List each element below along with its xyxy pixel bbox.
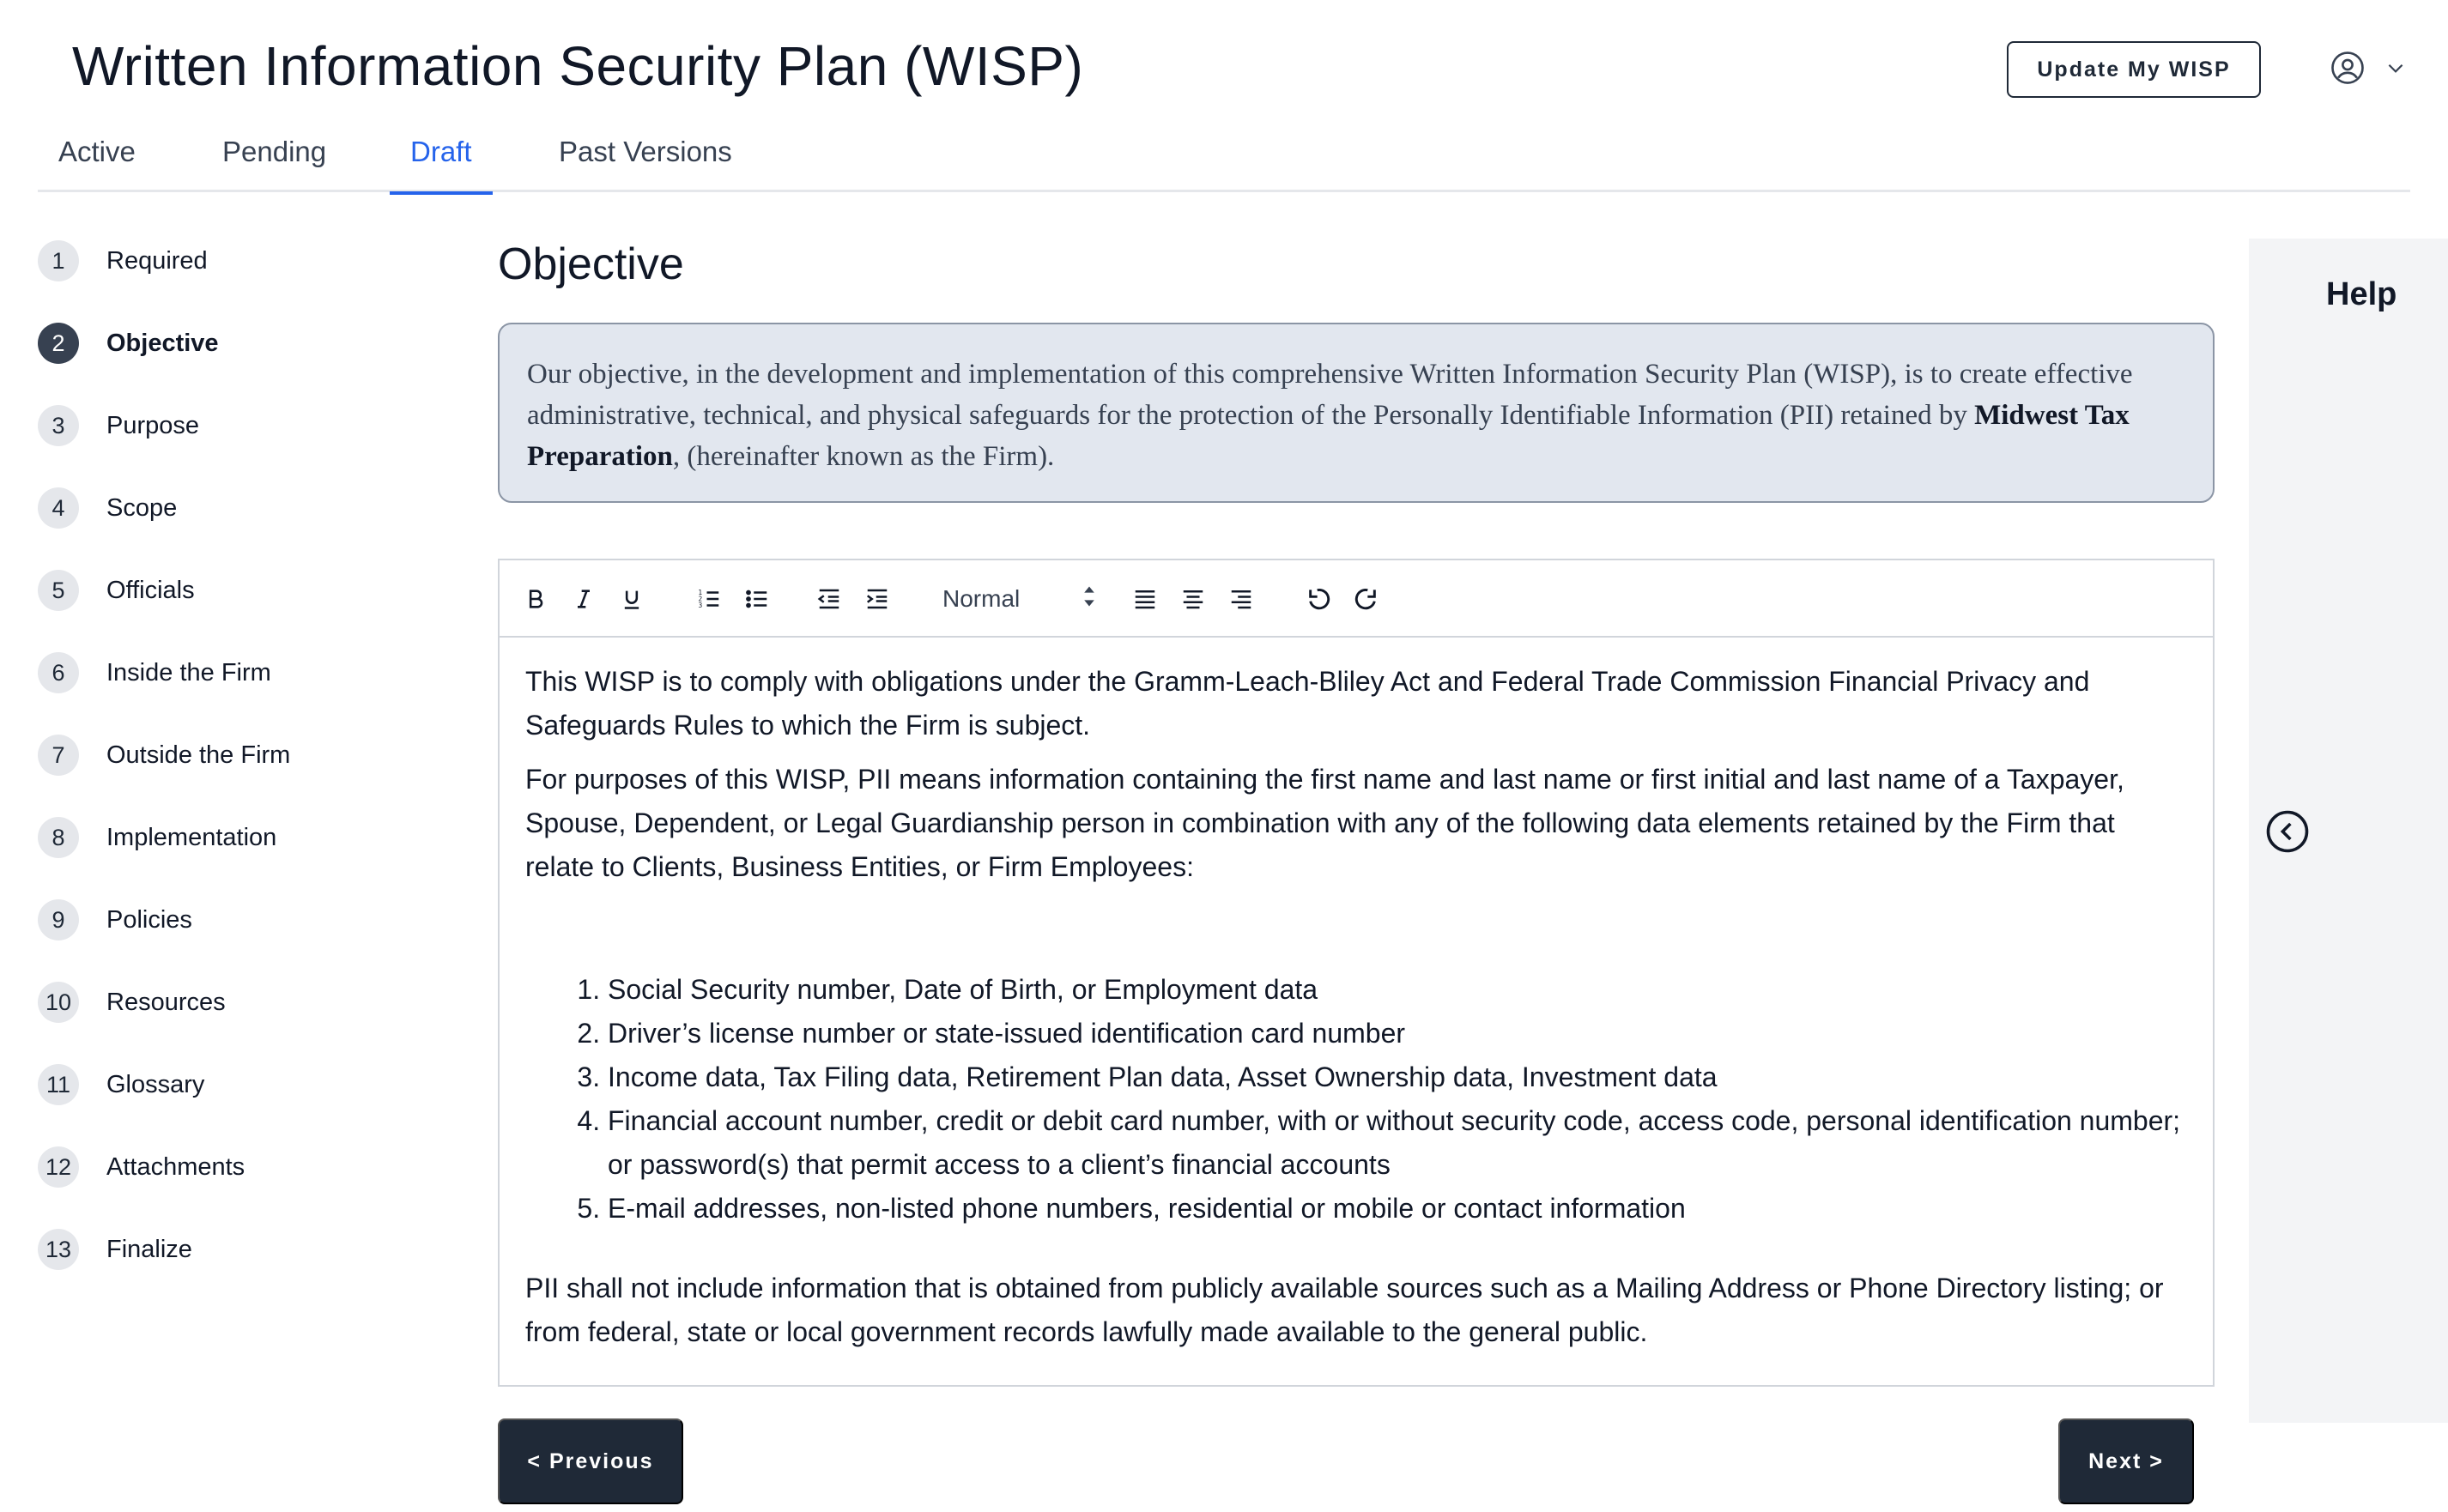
bold-icon[interactable]	[518, 582, 553, 616]
step-number: 1	[38, 240, 79, 281]
tab-past-versions[interactable]: Past Versions	[559, 136, 732, 167]
step-implementation[interactable]	[38, 817, 276, 858]
step-resources[interactable]	[38, 982, 226, 1023]
editor-toolbar	[500, 560, 2213, 638]
text-format-select[interactable]	[942, 579, 1097, 619]
ordered-list-icon[interactable]	[692, 582, 726, 616]
select-arrows-icon	[1082, 585, 1097, 614]
editor-paragraph: This WISP is to comply with obligations under the Gramm-Leach-Bliley Act and Federal Trade Commission Financial Privacy and Safeguards Rules to which the Firm is subject.	[525, 666, 2090, 741]
tab-draft[interactable]: Draft	[410, 129, 472, 192]
step-label: Outside the Firm	[106, 741, 291, 769]
step-number: 7	[38, 735, 79, 776]
previous-button[interactable]: < Previous	[498, 1418, 683, 1504]
step-glossary[interactable]	[38, 1064, 204, 1105]
update-wisp-button[interactable]: Update My WISP	[2007, 41, 2261, 98]
step-label: Glossary	[106, 1070, 205, 1098]
editor-paragraph: PII shall not include information that is obtained from publicly available sources such as a Mailing Address or Phone Directory listing; or from federal, state or local government records lawfully made available to the general public.	[525, 1273, 2164, 1347]
step-officials[interactable]	[38, 570, 195, 611]
editor-paragraph: For purposes of this WISP, PII means information containing the first name and last name or first initial and last name of a Taxpayer, Spouse, Dependent, or Legal Guardianship person in combination with any of the following data elements retained by the Firm that relate to Clients, Business Entities, or Firm Employees:	[525, 764, 2124, 882]
step-number: 8	[38, 817, 79, 858]
step-number: 5	[38, 570, 79, 611]
step-required[interactable]	[38, 240, 208, 281]
editor-content[interactable]	[500, 638, 2213, 1354]
list-item: 1. Social Security number, Date of Birth, or Employment data	[608, 968, 2187, 1012]
tab-pending[interactable]: Pending	[222, 136, 327, 167]
list-item: 3. Income data, Tax Filing data, Retirement Plan data, Asset Ownership data, Investment data	[608, 1055, 2187, 1099]
page-header	[0, 0, 2448, 192]
rich-text-editor	[498, 559, 2215, 1387]
chevron-down-icon[interactable]	[2384, 57, 2407, 79]
step-purpose[interactable]	[38, 405, 199, 446]
step-number: 4	[38, 487, 79, 529]
svg-text:3: 3	[698, 602, 703, 609]
redo-icon[interactable]	[1349, 582, 1384, 616]
step-attachments[interactable]	[38, 1146, 245, 1188]
step-label: Purpose	[106, 411, 200, 439]
step-number: 11	[38, 1064, 79, 1105]
step-number: 13	[38, 1229, 79, 1270]
user-menu[interactable]	[2330, 50, 2407, 86]
align-right-icon[interactable]	[1224, 582, 1258, 616]
italic-icon[interactable]	[567, 582, 601, 616]
step-label: Scope	[106, 493, 178, 522]
undo-icon[interactable]	[1301, 582, 1336, 616]
step-scope[interactable]	[38, 487, 177, 529]
list-item: 2. Driver’s license number or state-issued identification card number	[608, 1012, 2187, 1055]
section-title: Objective	[498, 239, 684, 289]
step-inside-the-firm[interactable]	[38, 652, 271, 693]
objective-statement	[498, 323, 2215, 503]
page-title: Written Information Security Plan (WISP)	[72, 35, 1084, 97]
firm-name: Midwest Tax Preparation	[527, 400, 2130, 472]
chevron-left-circle-icon[interactable]	[2264, 808, 2311, 855]
step-outside-the-firm[interactable]	[38, 735, 290, 776]
align-left-icon[interactable]	[1128, 582, 1162, 616]
underline-icon[interactable]	[615, 582, 649, 616]
help-panel	[2249, 239, 2448, 1423]
user-avatar-icon[interactable]	[2330, 50, 2366, 86]
indent-icon[interactable]	[860, 582, 894, 616]
pii-list	[525, 968, 2187, 1231]
step-label: Objective	[106, 329, 219, 357]
step-number: 3	[38, 405, 79, 446]
help-title: Help	[2326, 276, 2397, 312]
objective-text: Our objective, in the development and implementation of this comprehensive Written Information Security Plan (WISP), is to create effective administrative, technical, and physical safeguards for the protection of the Personally Identifiable Information (PII) retained by	[527, 359, 2133, 431]
step-label: Required	[106, 246, 208, 275]
step-number: 6	[38, 652, 79, 693]
step-label: Attachments	[106, 1152, 245, 1181]
align-center-icon[interactable]	[1176, 582, 1210, 616]
step-objective[interactable]	[38, 323, 219, 364]
step-finalize[interactable]	[38, 1229, 192, 1270]
step-number: 12	[38, 1146, 79, 1188]
step-label: Implementation	[106, 823, 277, 851]
step-number: 2	[38, 323, 79, 364]
step-policies[interactable]	[38, 899, 192, 940]
step-number: 10	[38, 982, 79, 1023]
objective-text-end: , (hereinafter known as the Firm).	[672, 441, 1055, 472]
list-item: 4. Financial account number, credit or debit card number, with or without security code, access code, personal identification number; or password(s) that permit access to a client’s financial accounts	[608, 1099, 2187, 1187]
outdent-icon[interactable]	[812, 582, 846, 616]
step-number: 9	[38, 899, 79, 940]
tab-active[interactable]: Active	[58, 136, 136, 167]
step-label: Inside the Firm	[106, 658, 271, 686]
step-label: Policies	[106, 905, 192, 934]
svg-text:2: 2	[698, 595, 703, 603]
svg-text:1: 1	[698, 589, 703, 596]
tab-bar	[38, 129, 2410, 192]
next-button[interactable]: Next >	[2058, 1418, 2194, 1504]
list-item: 5. E-mail addresses, non-listed phone numbers, residential or mobile or contact information	[608, 1187, 2187, 1231]
text-format-value: Normal	[942, 585, 1021, 612]
step-label: Finalize	[106, 1235, 192, 1263]
step-label: Officials	[106, 576, 195, 604]
bullet-list-icon[interactable]	[740, 582, 774, 616]
step-label: Resources	[106, 988, 226, 1016]
